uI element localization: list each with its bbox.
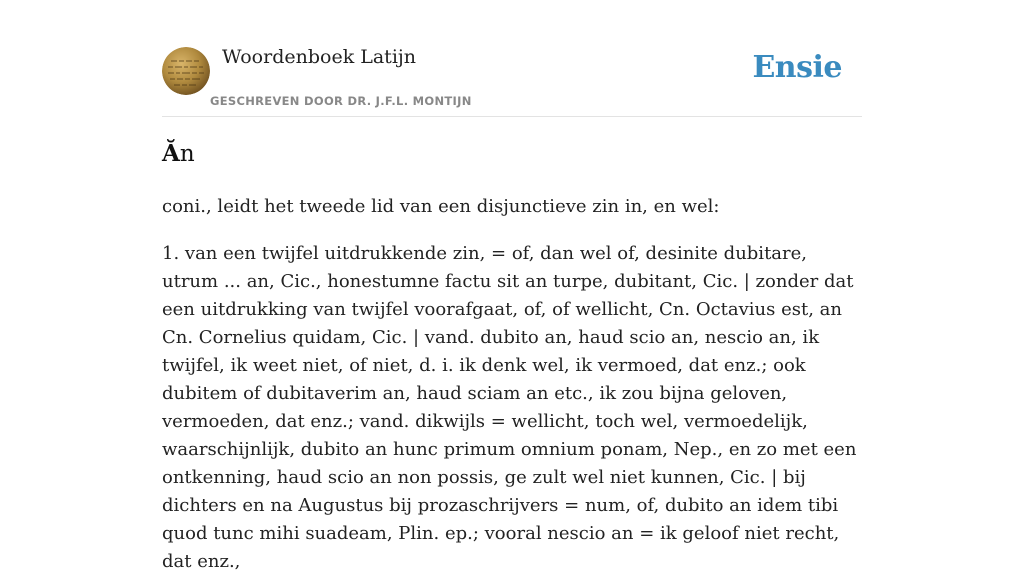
book-title[interactable]: Woordenboek Latijn: [222, 46, 417, 68]
page: [162, 0, 862, 576]
book-logo-coin-icon[interactable]: [162, 47, 210, 95]
header: [162, 0, 862, 117]
author-byline[interactable]: GESCHREVEN DOOR DR. J.F.L. MONTIJN: [210, 94, 472, 108]
ensie-logo-link[interactable]: Ensie: [752, 50, 842, 85]
definition-sense-1: 1. van een twijfel uitdrukkende zin, = of, dan wel of, desinite dubitare, utrum ... an, Cic., honestumne factu sit an turpe, dubitant, Cic. | zonder dat een uitdrukking van twijfel voorafgaat, of, of wellicht, Cn. Octavius est, an Cn. Cornelius quidam, Cic. | vand. dubito an, haud scio an, nescio an, ik twijfel, ik weet niet, of niet, d. i. ik denk wel, ik vermoed, dat enz.; ook dubitem of dubitaverim an, haud sciam an etc., ik zou bijna geloven, vermoeden, dat enz.; vand. dikwijls = wellicht, toch wel, vermoedelijk, waarschijnlijk, dubito an hunc primum omnium ponam, Nep., en zo met een ontkenning, haud scio an non possis, ge zult wel niet kunnen, Cic. | bij dichters en na Augustus bij prozaschrijvers = num, of, dubito an idem tibi quod tunc mihi suadeam, Plin. ep.; vooral nescio an = ik geloof niet recht, dat enz.,: [162, 243, 857, 572]
entry-title-rest: n: [179, 141, 195, 167]
entry-title-first-letter: Ă: [162, 140, 180, 167]
entry-body: [162, 193, 862, 576]
definition-intro: coni., leidt het tweede lid van een disjunctieve zin in, en wel:: [162, 196, 720, 217]
entry-title: [162, 139, 862, 169]
